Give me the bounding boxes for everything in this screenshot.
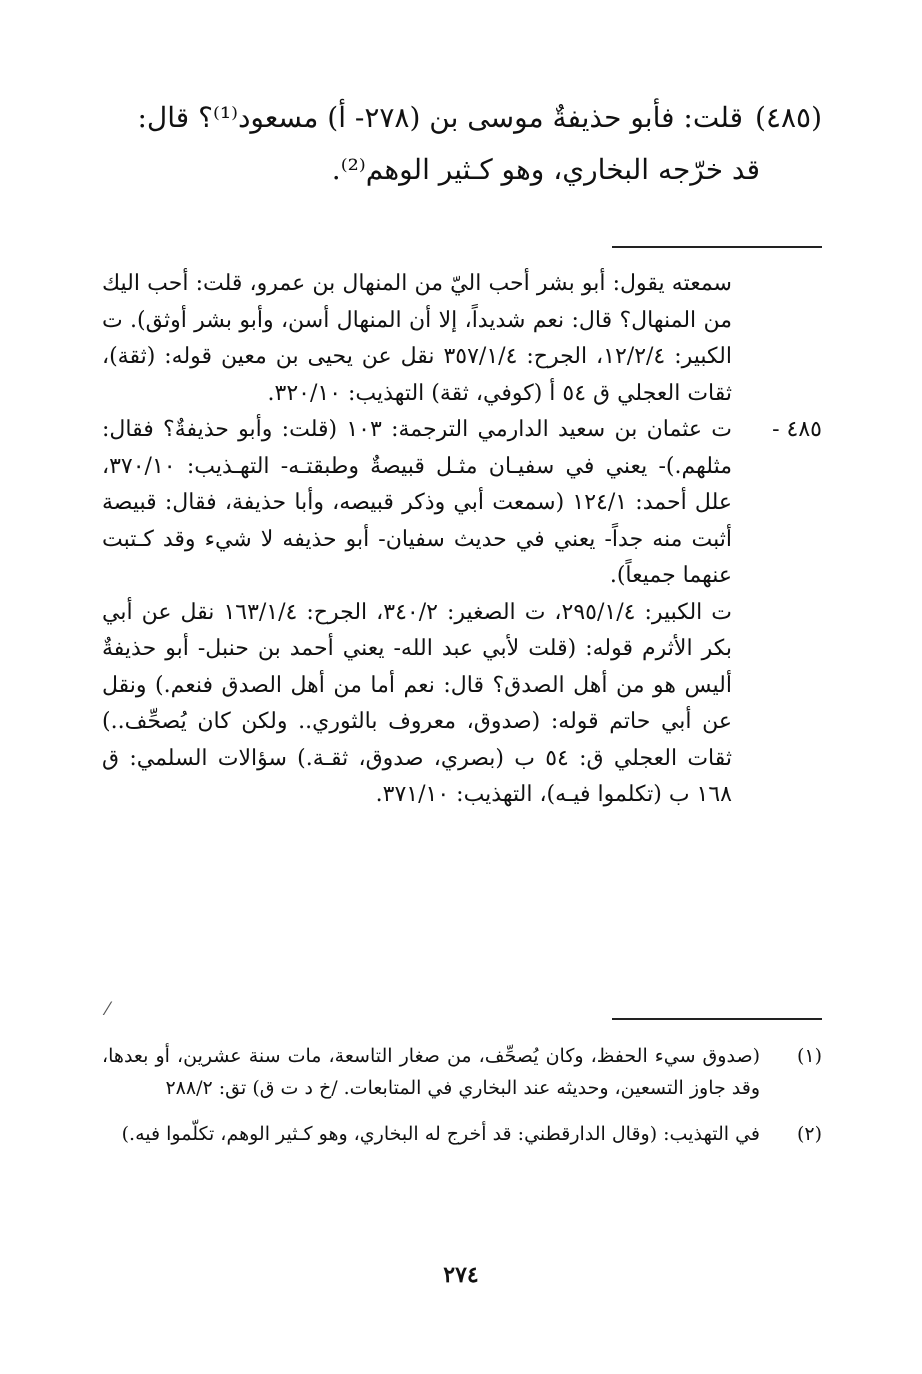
main-text: [107, 92, 822, 196]
separator-rule-top: [612, 246, 822, 248]
main-line-1: [107, 92, 822, 144]
commentary-section: [102, 266, 822, 1020]
commentary-entry-paragraph-2: ت الكبير: ٢٩٥/١/٤، ت الصغير: ٣٤٠/٢، الجرح: ١٦٣/١/٤ نقل عن أبي بكر الأثرم قوله: (قلت لأبي عبد الله- يعني أحمد بن حنبل- أبو حذيفةٌ أليس هو من أهل الصدق؟ قال: نعم أما من أهل الصدق فنعم.) ونقل عن أبي حاتم قوله: (صدوق، معروف بالثوري.. ولكن كان يُصحِّف..) ثقات العجلي ق: ٥٤ ب (بصري، صدوق، ثقـة.) سؤالات السلمي: ق ١٦٨ ب (تكلموا فيـه)، التهذيب: ٣٧١/١٠.: [102, 599, 732, 807]
footnote-2-mark: (٢): [796, 1123, 822, 1145]
commentary-entry-485: [102, 412, 822, 814]
commentary-continuation: سمعته يقول: أبو بشر أحب اليّ من المنهال بن عمرو، قلت: أحب اليك من المنهال؟ قال: نعم شديداً، إلا أن المنهال أسن، وأبو بشر أوثق). ت الكبير: ١٢/٢/٤، الجرح: ٣٥٧/١/٤ نقل عن يحيى بن معين قوله: (ثقة)، ثقات العجلي ق ٥٤ أ (كوفي، ثقة) التهذيب: ٣٢٠/١٠.: [102, 271, 732, 406]
entry-number: (٤٨٥): [755, 101, 822, 134]
main-line-1-text: قلت: فأبو حذيفةٌ موسى بن (٢٧٨- أ) مسعود⁽¹⁾؟ قال:: [137, 101, 743, 134]
footnote-1-mark: (١): [796, 1045, 822, 1067]
footnotes-section: [102, 1040, 822, 1164]
footnote-1-text: (صدوق سيء الحفظ، وكان يُصحِّف، من صغار التاسعة، مات سنة عشرين، أو بعدها، وقد جاوز التسعين، وحديثه عند البخاري في المتابعات. /خ د ت ق) تق: ٢٨٨/٢: [102, 1045, 760, 1099]
footnote-2: [102, 1118, 822, 1150]
main-line-2: قد خرّجه البخاري، وهو كـثير الوهم⁽²⁾.: [331, 153, 760, 186]
footnote-2-text: في التهذيب: (وقال الدارقطني: قد أخرج له البخاري، وهو كـثير الوهم، تكلّموا فيه.): [121, 1123, 760, 1145]
page-number: ٢٧٤: [443, 1262, 479, 1288]
commentary-entry-label: ٤٨٥ -: [772, 417, 822, 442]
margin-mark: ⁄: [106, 999, 110, 1020]
separator-rule-footnotes: [612, 1018, 822, 1020]
footnote-1: [102, 1040, 822, 1104]
commentary-entry-paragraph-1: ت عثمان بن سعيد الدارمي الترجمة: ١٠٣ (قلت: وأبو حذيفةٌ؟ فقال: مثلهم.)- يعني في سفيـان مثـل قبيصةٌ وطبقتـه- التهـذيب: ٣٧٠/١٠، علل أحمد: ١٢٤/١ (سمعت أبي وذكر قبيصه، وأبا حذيفة، فقال: قبيصة أثبت منه جداً- يعني في حديث سفيان- أبو حذيفه لا شيء وقد كـتبت عنهما جميعاً).: [102, 417, 732, 588]
